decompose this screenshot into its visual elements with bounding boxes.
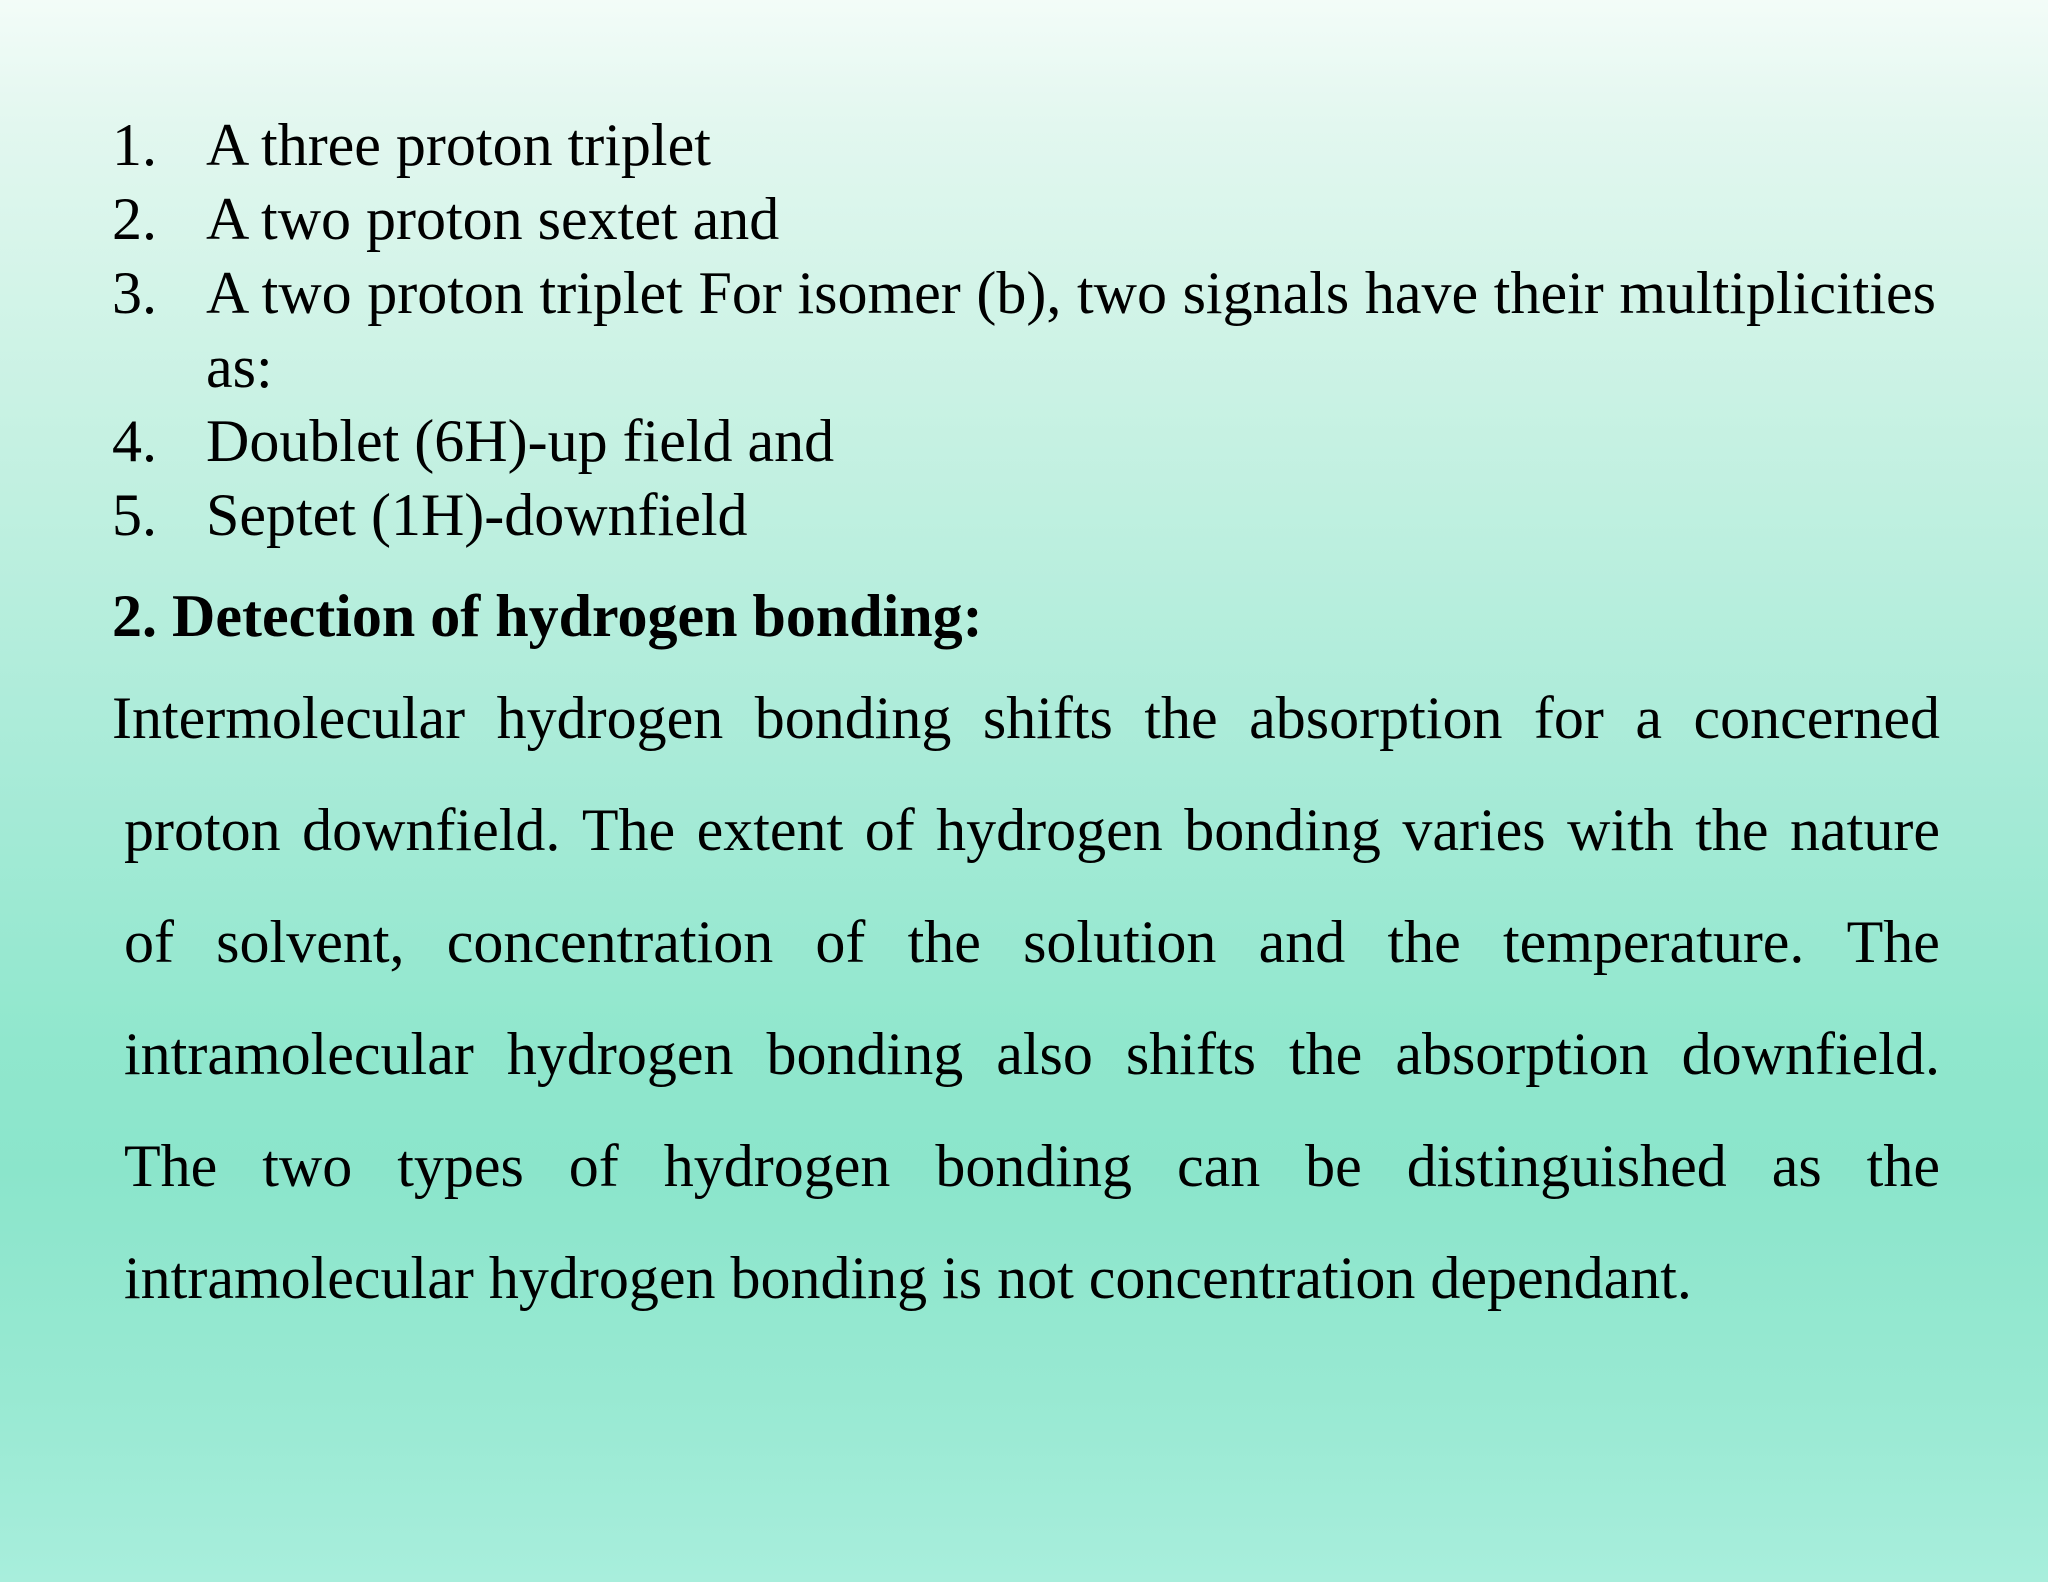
paragraph-word: hydrogen xyxy=(936,797,1163,863)
section-heading: 2. Detection of hydrogen bonding: xyxy=(112,583,983,649)
paragraph-word: intramolecular xyxy=(124,1021,474,1087)
paragraph-line xyxy=(112,672,1940,784)
paragraph-word: distinguished xyxy=(1406,1133,1727,1199)
paragraph-word: of xyxy=(568,1133,619,1199)
list-item-number: 4. xyxy=(112,408,157,474)
paragraph-word: a xyxy=(1635,685,1662,751)
paragraph-word: be xyxy=(1305,1133,1362,1199)
list-item-text: A three proton triplet xyxy=(206,112,711,178)
paragraph-word: concerned xyxy=(1693,685,1940,751)
list-item-text: A two proton sextet and xyxy=(206,186,780,252)
paragraph-word: bonding xyxy=(754,685,952,751)
paragraph-word: downfield. xyxy=(302,797,561,863)
paragraph-line xyxy=(112,1120,1940,1232)
paragraph-word: Intermolecular xyxy=(112,685,466,751)
paragraph-word: the xyxy=(1387,909,1461,975)
paragraph-word: bonding xyxy=(935,1133,1132,1199)
paragraph-line xyxy=(112,1232,1940,1344)
paragraph-word: temperature. xyxy=(1502,909,1805,975)
list-item xyxy=(112,108,1936,182)
paragraph-line xyxy=(112,896,1940,1008)
list-item-number: 5. xyxy=(112,482,157,548)
list-item xyxy=(112,404,1936,478)
paragraph-line-text xyxy=(124,1120,1940,1212)
paragraph-word: extent xyxy=(696,797,844,863)
list-item-text: A two proton triplet For isomer (b), two signals have their multiplicities as: xyxy=(206,260,1936,400)
paragraph-word: downfield. xyxy=(1681,1021,1940,1087)
paragraph-word: can xyxy=(1176,1133,1261,1199)
list-item-text: Doublet (6H)-up field and xyxy=(206,408,835,474)
paragraph-line-text xyxy=(124,896,1940,988)
paragraph-word: bonding xyxy=(1184,797,1381,863)
paragraph-word: the xyxy=(1144,685,1218,751)
paragraph-line xyxy=(112,784,1940,896)
paragraph-word: for xyxy=(1533,685,1604,751)
paragraph-word: shifts xyxy=(1125,1021,1256,1087)
paragraph-word: bonding xyxy=(766,1021,964,1087)
paragraph-word: as xyxy=(1771,1133,1822,1199)
paragraph-word: also xyxy=(996,1021,1093,1087)
paragraph-word: the xyxy=(1866,1133,1940,1199)
paragraph-line-text xyxy=(124,1008,1940,1100)
list-item-number: 2. xyxy=(112,186,157,252)
list-item-number: 3. xyxy=(112,260,157,326)
paragraph-word: types xyxy=(397,1133,524,1199)
paragraph-word: The xyxy=(581,797,676,863)
paragraph-word: nature xyxy=(1790,797,1940,863)
paragraph-word: the xyxy=(1288,1021,1363,1087)
multiplicity-list xyxy=(112,108,1936,552)
list-item xyxy=(112,182,1936,256)
paragraph-word: and xyxy=(1258,909,1346,975)
list-item xyxy=(112,478,1936,552)
paragraph-word: the xyxy=(907,909,981,975)
paragraph-word: absorption xyxy=(1249,685,1503,751)
paragraph-word: two xyxy=(262,1133,353,1199)
paragraph-word: shifts xyxy=(982,685,1113,751)
paragraph-word: with xyxy=(1567,797,1674,863)
paragraph-word: solvent, xyxy=(216,909,405,975)
paragraph-word: hydrogen xyxy=(496,685,724,751)
body-paragraph xyxy=(112,672,1940,1344)
paragraph-word: absorption xyxy=(1395,1021,1649,1087)
paragraph-word: varies xyxy=(1402,797,1546,863)
paragraph-line-text xyxy=(112,672,1940,764)
paragraph-line xyxy=(112,1008,1940,1120)
paragraph-word: solution xyxy=(1023,909,1217,975)
paragraph-word: hydrogen xyxy=(663,1133,891,1199)
paragraph-word: concentration xyxy=(446,909,774,975)
list-item xyxy=(112,256,1936,404)
paragraph-word: of xyxy=(124,909,174,975)
paragraph-word: The xyxy=(124,1133,218,1199)
paragraph-word: proton xyxy=(124,797,281,863)
paragraph-word: of xyxy=(864,797,915,863)
list-item-text: Septet (1H)-downfield xyxy=(206,482,748,548)
paragraph-word: of xyxy=(815,909,866,975)
paragraph-word: the xyxy=(1695,797,1769,863)
list-item-number: 1. xyxy=(112,112,157,178)
paragraph-line-text xyxy=(124,784,1940,876)
paragraph-word: hydrogen xyxy=(506,1021,734,1087)
paragraph-word: The xyxy=(1846,909,1940,975)
paragraph-line-text: intramolecular hydrogen bonding is not concentration dependant. xyxy=(124,1245,1692,1311)
